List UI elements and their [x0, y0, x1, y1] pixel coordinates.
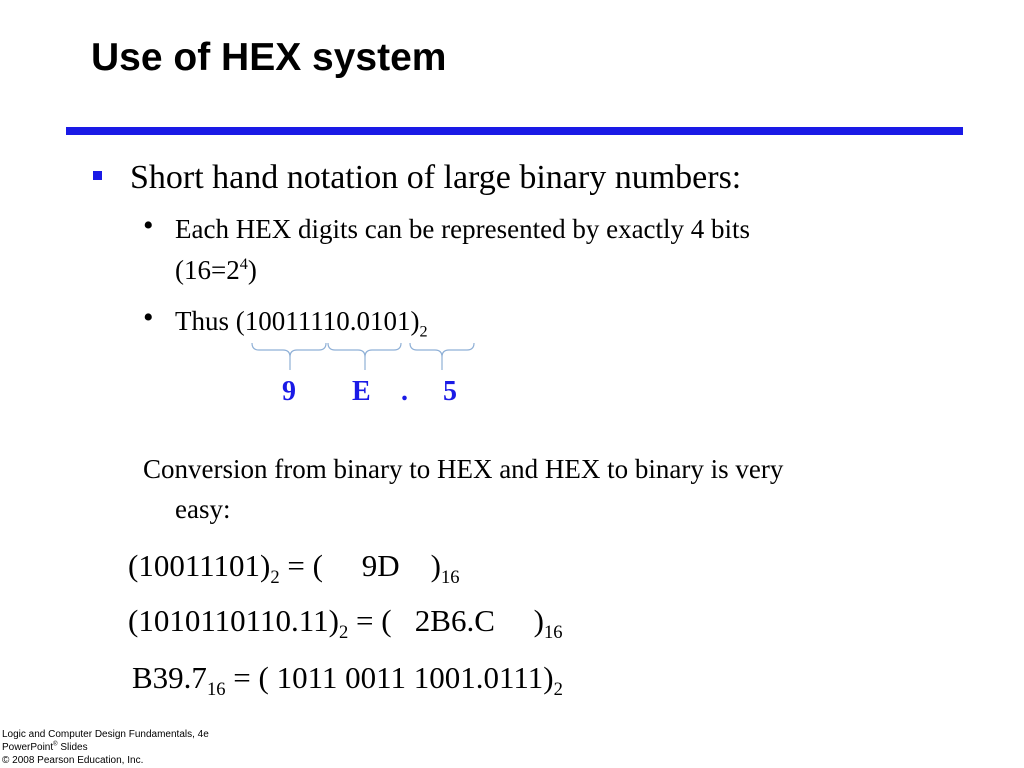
example-binary-to-hex-2: $(1010110110.11)_2$ = ( 2B6.C )$_{16}$	[128, 603, 563, 644]
hex-digit-9: 9	[282, 376, 296, 407]
sub-bullet-hex-digits-line2: $(16=2^4)$	[175, 255, 257, 285]
hex-radix-point: .	[401, 376, 408, 407]
footer-slides-label: PowerPoint® Slides	[2, 741, 88, 753]
conversion-text-line1: Conversion from binary to HEX and HEX to binary is very	[143, 454, 784, 484]
footer-book-title: Logic and Computer Design Fundamentals, 4e	[2, 729, 209, 740]
hex-digit-5: 5	[443, 376, 457, 407]
hex-digit-e: E	[352, 376, 371, 407]
square-bullet-icon	[93, 171, 102, 180]
example-binary-to-hex-1: $(10011101)_2$ = ( 9D )$_{16}$	[128, 548, 460, 589]
nibble-grouping-braces	[245, 336, 505, 376]
title-underline	[66, 127, 963, 135]
sub-bullet-hex-digits-line1: Each HEX digits can be represented by exactly 4 bits	[175, 214, 751, 244]
round-bullet-icon: •	[143, 301, 154, 334]
footer-credits	[2, 728, 209, 767]
conversion-text-line2: easy:	[175, 494, 231, 524]
footer-copyright: © 2008 Pearson Education, Inc.	[2, 755, 144, 766]
round-bullet-icon: •	[143, 209, 154, 242]
sub-bullet-thus-binary: Thus $(10011110.0101)_2$	[175, 306, 428, 341]
example-hex-to-binary: $B39.7_{16}$ = ( 1011 0011 $1001.0111)_2$	[132, 660, 563, 701]
bullet-shorthand-notation: Short hand notation of large binary numbers:	[130, 159, 742, 196]
slide-title: Use of HEX system	[91, 36, 447, 79]
